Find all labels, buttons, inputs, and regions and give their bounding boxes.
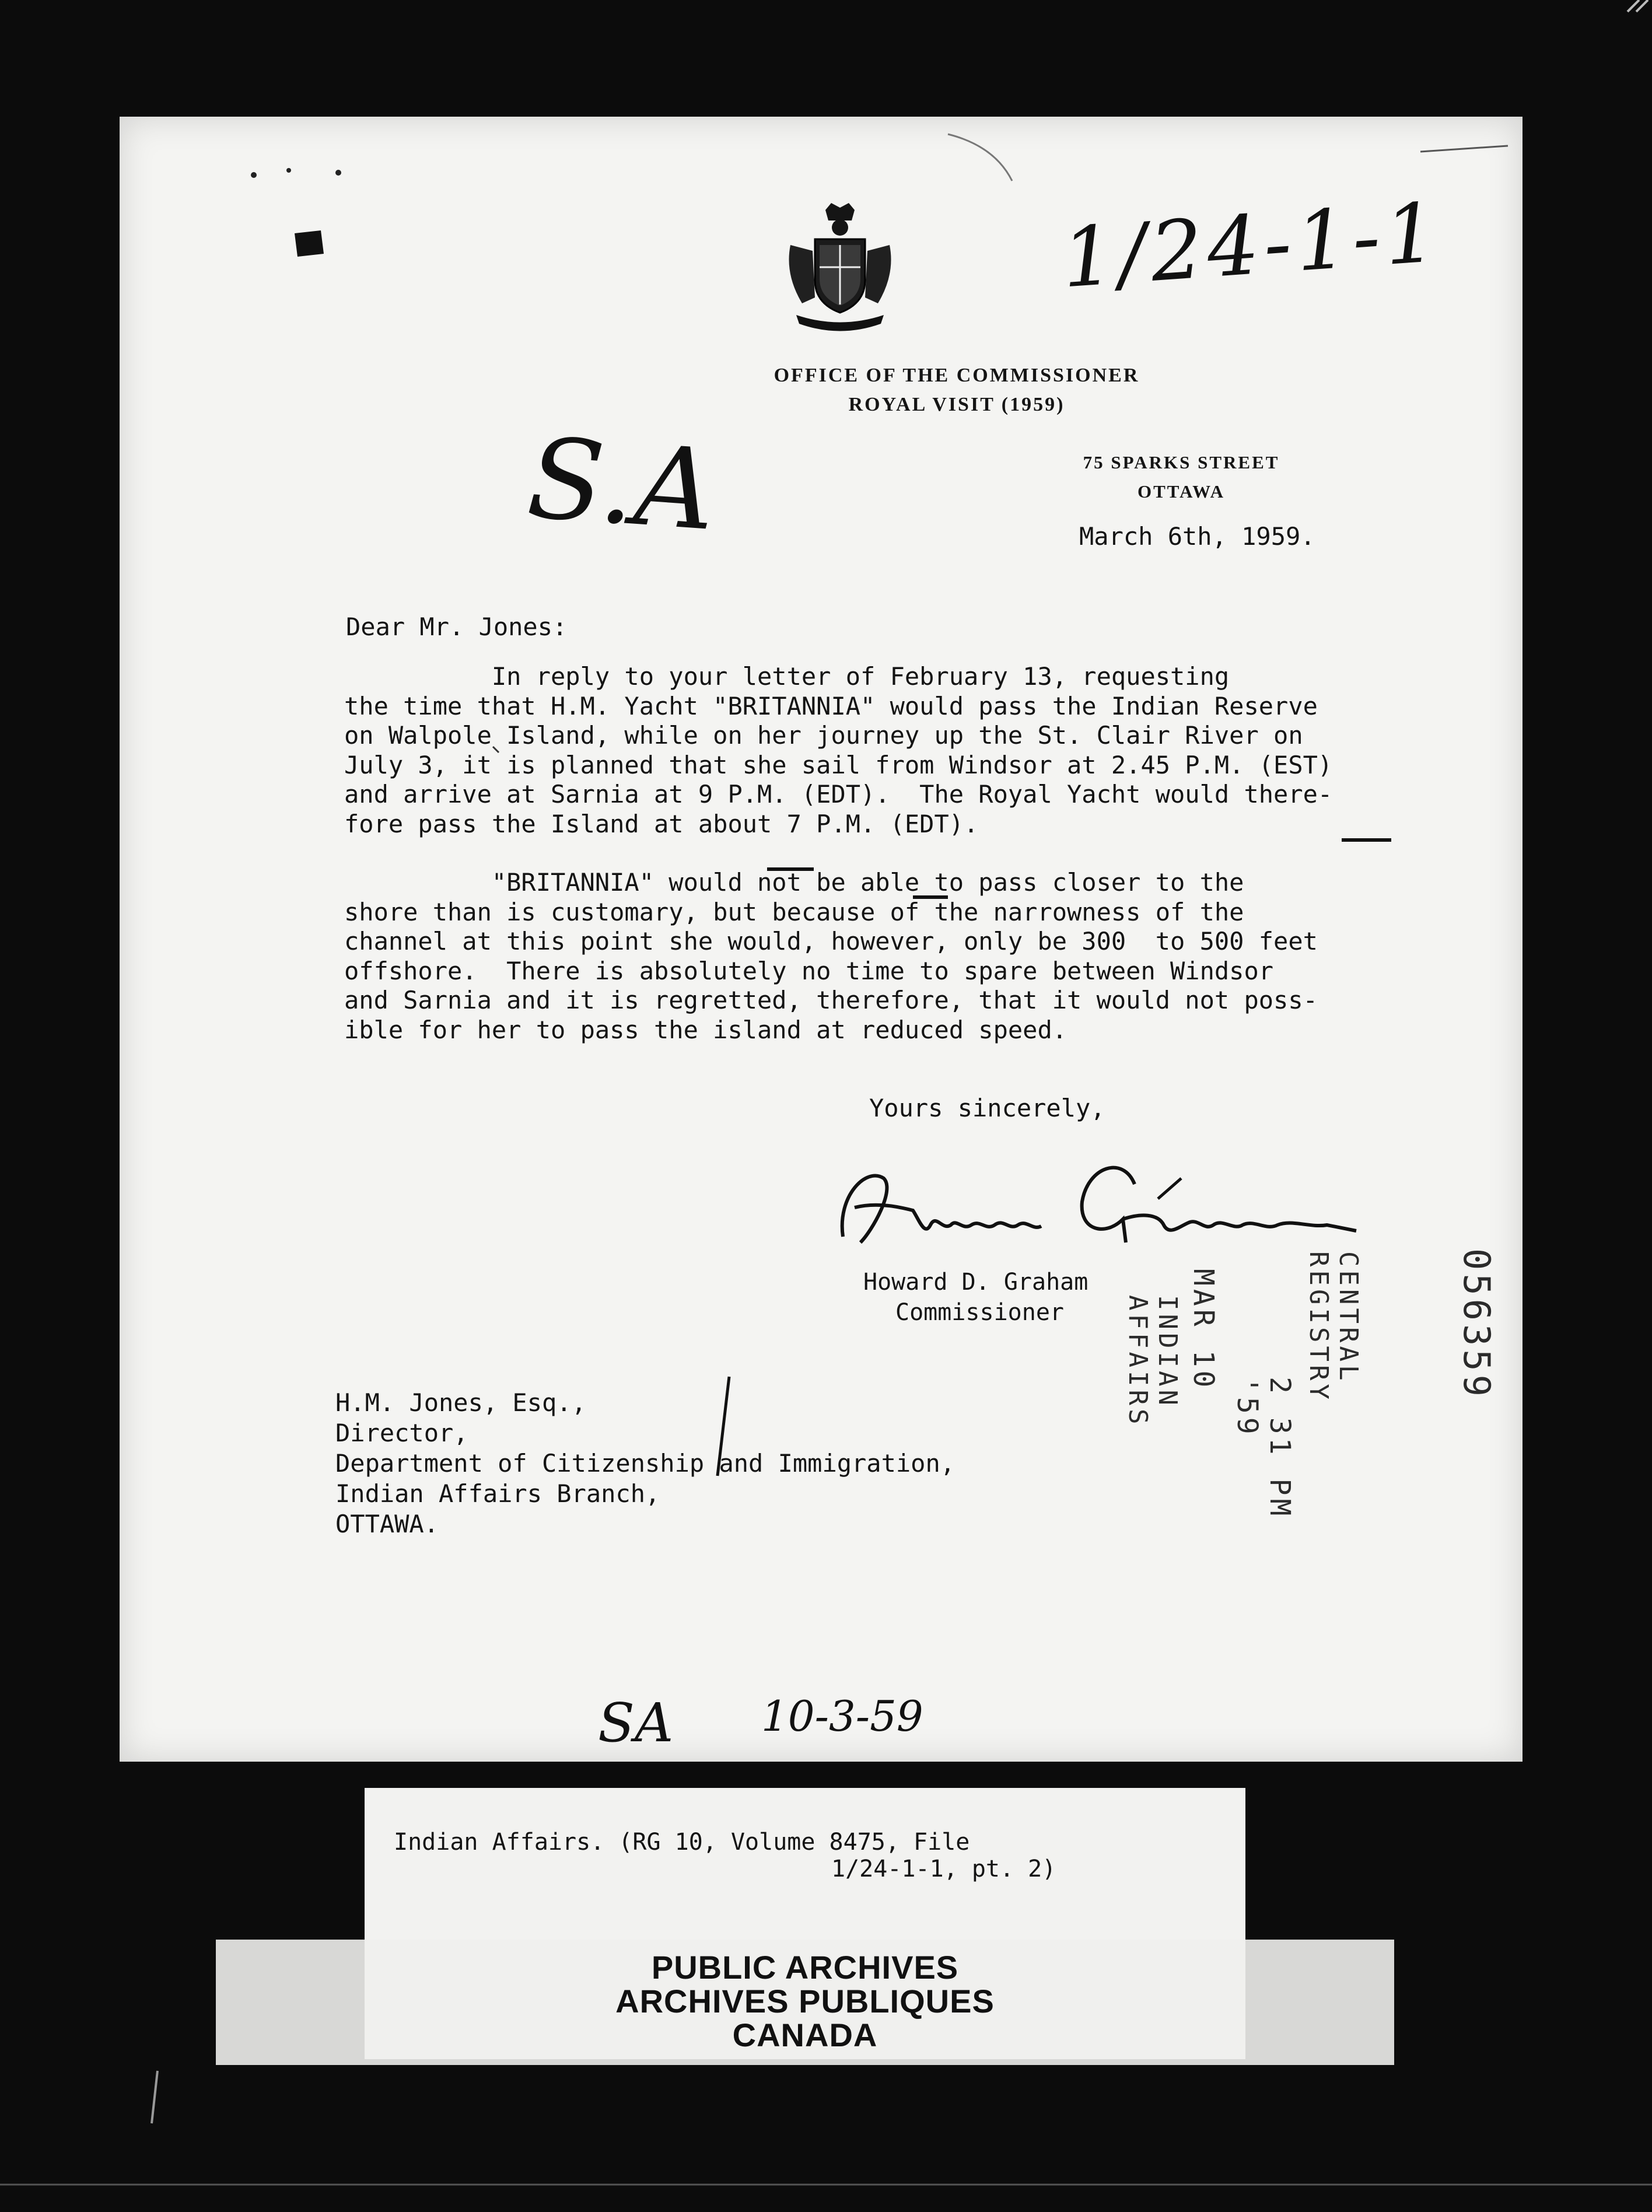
handwritten-receipt-date: 10-3-59: [761, 1692, 923, 1741]
archive-stamp-english: PUBLIC ARCHIVES: [651, 1949, 959, 1986]
registry-stamp: [1105, 1225, 1522, 1552]
letter-date: March 6th, 1959.: [1079, 522, 1315, 551]
recipient-line: Indian Affairs Branch,: [335, 1479, 660, 1508]
registry-stamp-number: 056359: [1455, 1248, 1498, 1400]
signer-title: Commissioner: [895, 1299, 1064, 1326]
letter-sheet: [120, 117, 1522, 1762]
archive-reference-label: [365, 1788, 1245, 1943]
address-city: OTTAWA: [1137, 481, 1226, 502]
body-paragraph: "BRITANNIA" would not be able to pass closer to the shore than is customary, but because of the narrowness of the channel at this point she would, however, only be 300 to 500 feet offshore. There is absolutely no time to spare between Windsor and Sarnia and it is regretted, therefore, that it would not poss- ible for her to pass the island at reduced speed.: [344, 868, 1318, 1044]
recipient-line: Director,: [335, 1419, 468, 1447]
handwritten-receipt-initials: SA: [598, 1692, 674, 1754]
recipient-line: H.M. Jones, Esq.,: [335, 1388, 586, 1417]
registry-stamp-office: INDIAN AFFAIRS: [1123, 1295, 1182, 1428]
registry-stamp-date: MAR 10: [1187, 1269, 1220, 1391]
letterhead-office: OFFICE OF THE COMMISSIONER: [774, 365, 1140, 386]
archive-stamp-country: CANADA: [732, 2017, 878, 2053]
body-paragraph: In reply to your letter of February 13, requesting the time that H.M. Yacht "BRITANNIA" would pass the Indian Reserve on Walpole Island, while on her journey up the St. Clair River on July 3, it is planned that she sail from Windsor at 2.45 P.M. (EST) and arrive at Sarnia at 9 P.M. (EDT). The Royal Yacht would there- fore pass the Island at about 7 P.M. (EDT).: [344, 662, 1333, 838]
archive-reference-line: 1/24-1-1, pt. 2): [831, 1856, 1056, 1882]
recipient-line: OTTAWA.: [335, 1510, 439, 1538]
handwritten-file-number: 1/24-1-1: [1059, 185, 1445, 307]
handwritten-initials: S.A: [523, 414, 720, 555]
closing: Yours sincerely,: [869, 1094, 1105, 1122]
archive-stamp-band: [216, 1940, 1394, 2065]
archive-stamp-french: ARCHIVES PUBLIQUES: [615, 1983, 995, 2020]
archive-reference-line: Indian Affairs. (RG 10, Volume 8475, File: [394, 1829, 970, 1856]
recipient-line: Department of Citizenship and Immigration,: [335, 1449, 956, 1478]
registry-stamp-registry: CENTRAL REGISTRY: [1304, 1251, 1363, 1403]
address-street: 75 SPARKS STREET: [1083, 452, 1280, 473]
signer-name: Howard D. Graham: [863, 1269, 1088, 1296]
registry-stamp-time: 2 31 PM '59: [1231, 1377, 1296, 1520]
salutation: Dear Mr. Jones:: [346, 612, 568, 641]
letterhead-royal-visit: ROYAL VISIT (1959): [848, 394, 1065, 415]
